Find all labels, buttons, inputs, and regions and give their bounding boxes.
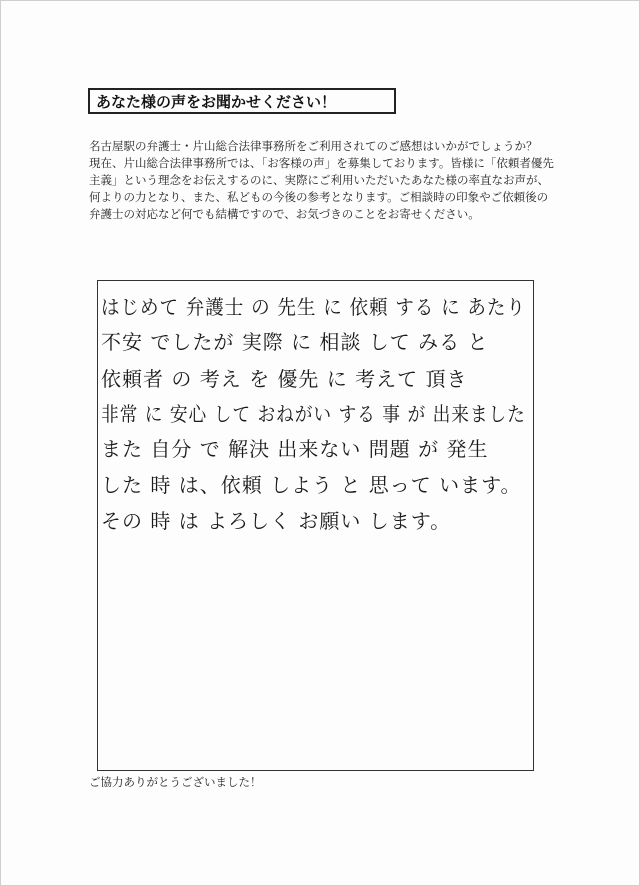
handwritten-line: 依頼者 の 考え を 優先 に 考えて 頂き: [101, 367, 468, 391]
handwritten-line: 不安 でしたが 実際 に 相談 して みる と: [101, 330, 489, 354]
intro-paragraph-2: 現在、片山総合法律事務所では、「お客様の声」を募集しております。皆様に「依頼者優先主義」という理念をお伝えするのに、実際にご利用いただいたあなた様の率直なお声が、何よりの力となり、また、私どもの今後の参考となります。ご相談時の印象やご依頼後の弁護士の対応など何でも結構ですので、お気づきのことをお寄せください。: [89, 156, 554, 221]
handwritten-line: その 時 は よろしく お願い します。: [101, 509, 452, 533]
handwritten-line: 非常 に 安心 して おねがい する 事 が 出来ました: [101, 402, 526, 426]
thank-you-text: ご協力ありがとうございました！: [89, 775, 262, 789]
intro-text: [89, 138, 559, 223]
handwritten-line: した 時 は、依頼 しよう と 思って います。: [101, 473, 522, 497]
handwritten-line: はじめて 弁護士 の 先生 に 依頼 する に あたり: [101, 295, 526, 319]
intro-paragraph-1: 名古屋駅の弁護士・片山総合法律事務所をご利用されてのご感想はいかがでしょうか？: [89, 139, 538, 153]
page-title: あなた様の声をお聞かせください！: [88, 88, 396, 114]
handwritten-line: また 自分 で 解決 出来ない 問題 が 発生: [101, 437, 489, 461]
